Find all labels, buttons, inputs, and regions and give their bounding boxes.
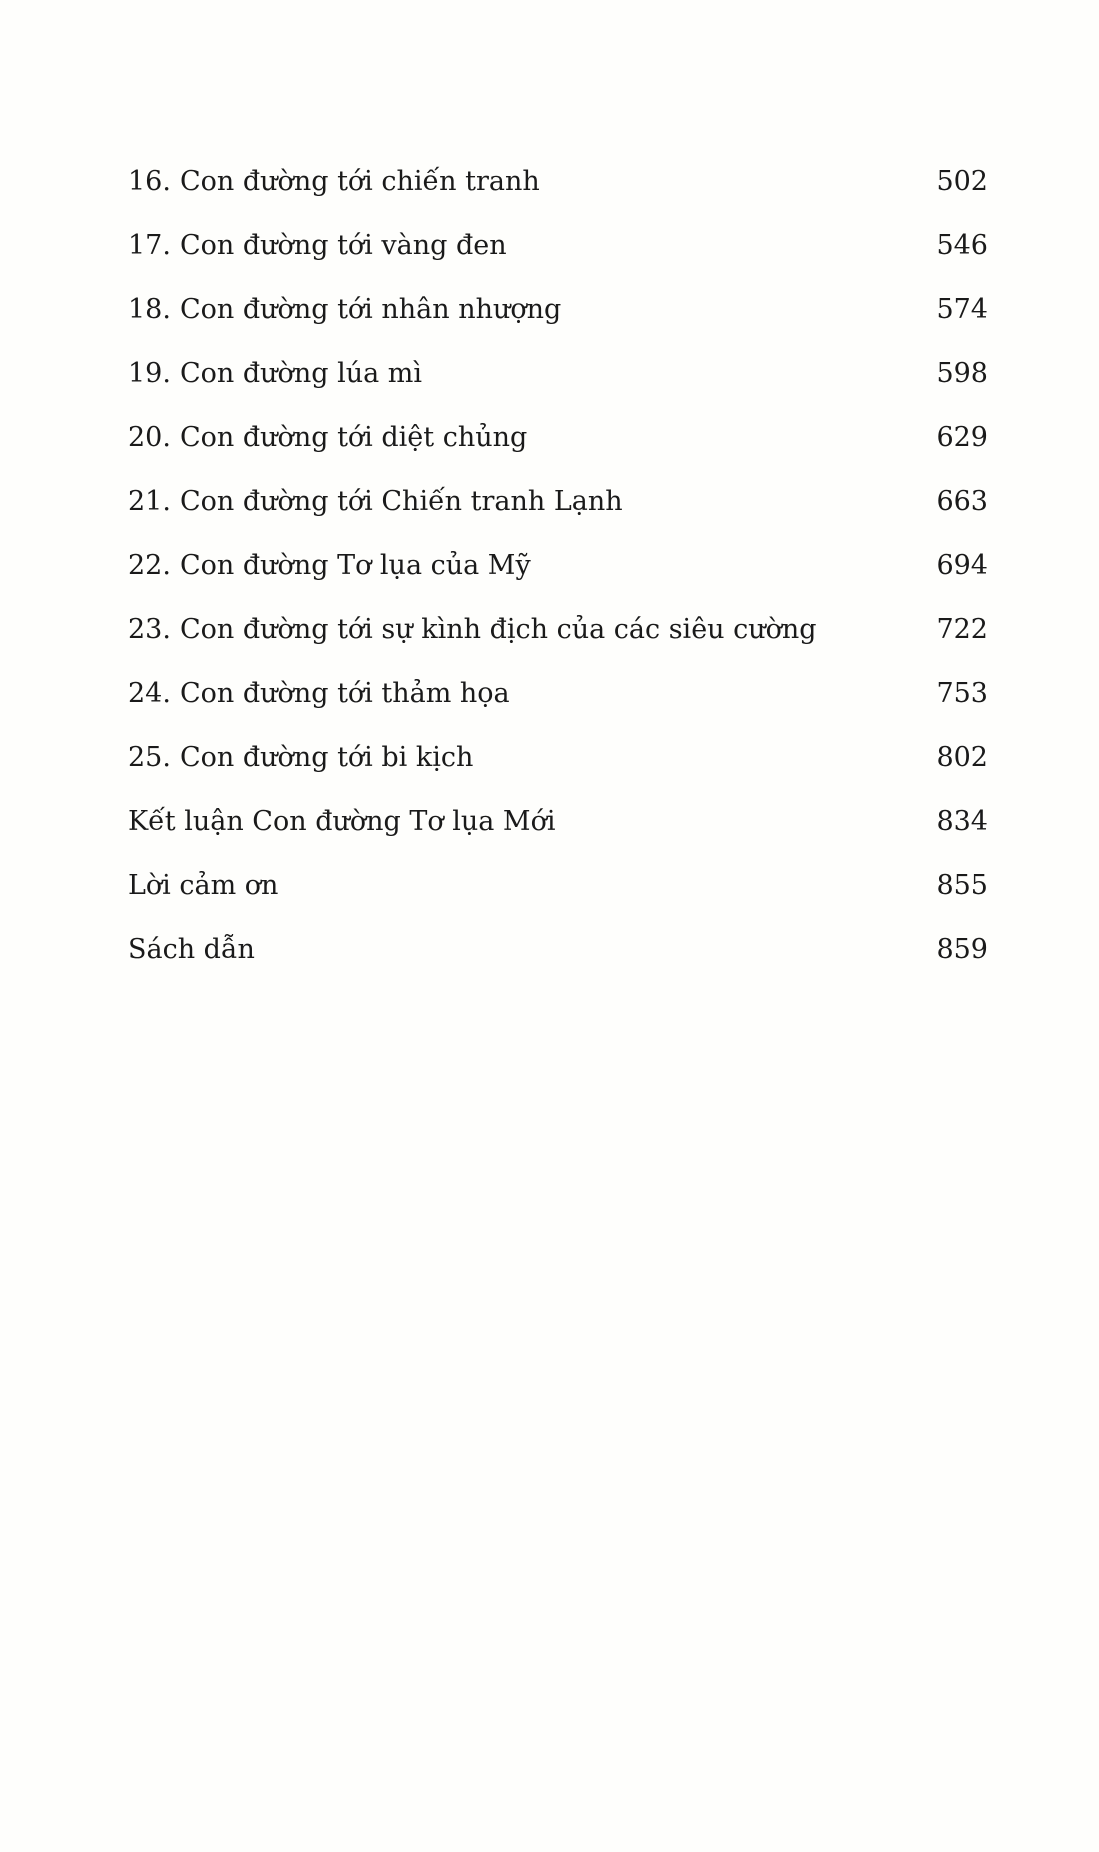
toc-entry-conclusion — [128, 800, 988, 864]
chapter-title: Con đường tới Chiến tranh Lạnh — [180, 486, 623, 517]
toc-entry-chapter-25 — [128, 736, 988, 800]
chapter-number: 23. — [128, 614, 171, 645]
page-number: 859 — [936, 934, 988, 965]
chapter-number: 19. — [128, 358, 171, 389]
toc-entry-chapter-21 — [128, 480, 988, 544]
chapter-number: 20. — [128, 422, 171, 453]
table-of-contents — [128, 160, 988, 992]
page-number: 598 — [936, 358, 988, 389]
page-number: 722 — [936, 614, 988, 645]
chapter-title: Con đường tới vàng đen — [180, 230, 507, 261]
chapter-title: Con đường tới thảm họa — [180, 678, 510, 709]
page-number: 574 — [936, 294, 988, 325]
page-number: 753 — [936, 678, 988, 709]
chapter-title: Con đường tới diệt chủng — [180, 422, 528, 453]
chapter-number: 18. — [128, 294, 171, 325]
toc-entry-chapter-18 — [128, 288, 988, 352]
page-number: 546 — [936, 230, 988, 261]
section-title: Lời cảm ơn — [128, 870, 279, 901]
page-number: 629 — [936, 422, 988, 453]
page-number: 802 — [936, 742, 988, 773]
chapter-number: 22. — [128, 550, 171, 581]
chapter-number: 17. — [128, 230, 171, 261]
toc-entry-chapter-22 — [128, 544, 988, 608]
chapter-number: 25. — [128, 742, 171, 773]
page-number: 694 — [936, 550, 988, 581]
chapter-title: Con đường tới bi kịch — [180, 742, 474, 773]
chapter-title: Con đường Tơ lụa của Mỹ — [180, 550, 531, 581]
chapter-title: Con đường lúa mì — [180, 358, 423, 389]
chapter-title: Con đường tới nhân nhượng — [180, 294, 562, 325]
chapter-number: 16. — [128, 166, 171, 197]
page-number: 834 — [936, 806, 988, 837]
chapter-title: Con đường tới sự kình địch của các siêu cường — [180, 614, 817, 645]
section-title: Sách dẫn — [128, 934, 255, 965]
toc-entry-acknowledgements — [128, 864, 988, 928]
chapter-number: 24. — [128, 678, 171, 709]
toc-entry-chapter-19 — [128, 352, 988, 416]
toc-entry-index — [128, 928, 988, 992]
chapter-number: 21. — [128, 486, 171, 517]
section-title: Kết luận Con đường Tơ lụa Mới — [128, 806, 556, 837]
page-number: 502 — [936, 166, 988, 197]
toc-entry-chapter-16 — [128, 160, 988, 224]
page-number: 855 — [936, 870, 988, 901]
toc-entry-chapter-17 — [128, 224, 988, 288]
toc-entry-chapter-23 — [128, 608, 988, 672]
page-number: 663 — [936, 486, 988, 517]
chapter-title: Con đường tới chiến tranh — [180, 166, 540, 197]
toc-entry-chapter-24 — [128, 672, 988, 736]
toc-entry-chapter-20 — [128, 416, 988, 480]
